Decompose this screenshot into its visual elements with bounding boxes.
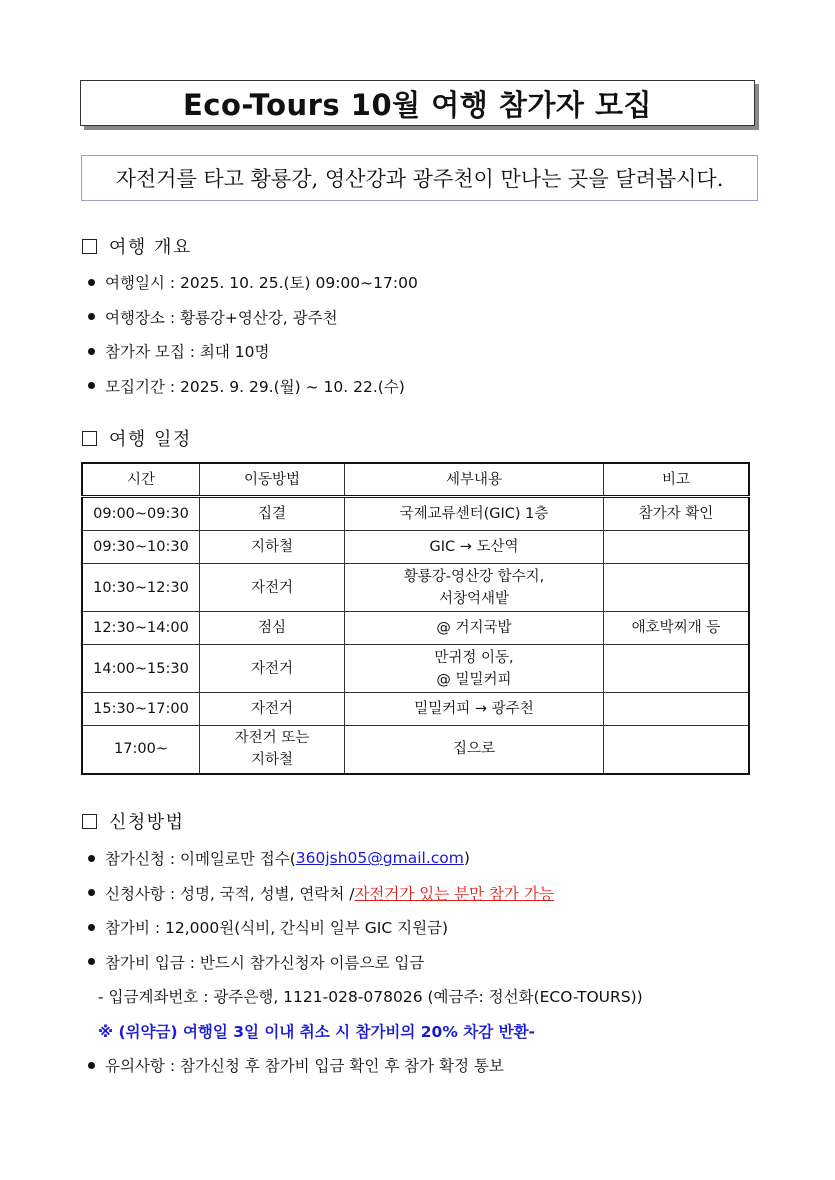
cell-move: 자전거	[200, 645, 345, 693]
list-item: 신청사항 : 성명, 국적, 성별, 연락처 / 자전거가 있는 분만 참가 가능	[88, 876, 788, 911]
cell-detail: 만귀정 이동, @ 밀밀커피	[345, 645, 604, 693]
checkbox-icon	[82, 431, 97, 446]
table-row	[82, 531, 749, 564]
cell-note: 애호박찌개 등	[604, 612, 750, 645]
application-list	[88, 841, 788, 1083]
cell-move: 점심	[200, 612, 345, 645]
checkbox-icon	[82, 239, 97, 254]
cell-note: 참가자 확인	[604, 497, 750, 531]
bullet-icon	[88, 279, 95, 286]
cell-move: 자전거	[200, 693, 345, 726]
page-title: Eco-Tours 10월 여행 참가자 모집	[80, 80, 755, 126]
checkbox-icon	[82, 814, 97, 829]
list-item: 유의사항 : 참가신청 후 참가비 입금 확인 후 참가 확정 통보	[88, 1048, 788, 1083]
table-row	[82, 497, 749, 531]
list-item: 참가비 입금 : 반드시 참가신청자 이름으로 입금	[88, 945, 788, 980]
section-schedule-heading	[82, 425, 192, 451]
cell-detail: GIC → 도산역	[345, 531, 604, 564]
table-row	[82, 693, 749, 726]
subtitle-banner: 자전거를 타고 황룡강, 영산강과 광주천이 만나는 곳을 달려봅시다.	[81, 155, 758, 201]
cell-note	[604, 726, 750, 774]
cell-move: 자전거 또는 지하철	[200, 726, 345, 774]
cell-detail: @ 거지국밥	[345, 612, 604, 645]
penalty-notice: ※ (위약금) 여행일 3일 이내 취소 시 참가비의 20% 차감 반환-	[98, 1022, 535, 1041]
table-row	[82, 564, 749, 612]
schedule-table	[81, 462, 750, 775]
list-item: 여행장소 : 황룡강+영산강, 광주천	[88, 300, 788, 335]
section-application-title: 신청방법	[109, 812, 185, 833]
bullet-icon	[88, 855, 95, 862]
table-row	[82, 612, 749, 645]
section-application-heading	[82, 808, 185, 834]
cell-detail: 집으로	[345, 726, 604, 774]
requirement-highlight: 자전거가 있는 분만 참가 가능	[354, 884, 554, 903]
cell-detail: 황룡강-영산강 합수지, 서창억새밭	[345, 564, 604, 612]
bullet-icon	[88, 1062, 95, 1069]
cell-move: 집결	[200, 497, 345, 531]
table-row	[82, 645, 749, 693]
column-header-note: 비고	[604, 463, 750, 497]
list-item: 참가비 : 12,000원(식비, 간식비 일부 GIC 지원금)	[88, 910, 788, 945]
overview-list	[88, 265, 788, 403]
cell-note	[604, 693, 750, 726]
cell-time: 14:00~15:30	[82, 645, 200, 693]
column-header-move: 이동방법	[200, 463, 345, 497]
table-header-row	[82, 463, 749, 497]
cell-note	[604, 645, 750, 693]
bullet-icon	[88, 382, 95, 389]
bullet-icon	[88, 348, 95, 355]
cell-time: 15:30~17:00	[82, 693, 200, 726]
list-item: 참가자 모집 : 최대 10명	[88, 334, 788, 369]
bullet-icon	[88, 313, 95, 320]
section-schedule-title: 여행 일정	[109, 429, 192, 450]
section-overview-heading	[82, 233, 192, 259]
account-line: - 입금계좌번호 : 광주은행, 1121-028-078026 (예금주: 정선화(ECO-TOURS))	[98, 988, 643, 1007]
column-header-time: 시간	[82, 463, 200, 497]
table-row	[82, 726, 749, 774]
list-item: 참가신청 : 이메일로만 접수( 360jsh05@gmail.com )	[88, 841, 788, 876]
cell-move: 지하철	[200, 531, 345, 564]
cell-time: 09:00~09:30	[82, 497, 200, 531]
bullet-icon	[88, 889, 95, 896]
bullet-icon	[88, 958, 95, 965]
cell-time: 17:00~	[82, 726, 200, 774]
list-item: 여행일시 : 2025. 10. 25.(토) 09:00~17:00	[88, 265, 788, 300]
bullet-icon	[88, 924, 95, 931]
cell-note	[604, 564, 750, 612]
list-item: 모집기간 : 2025. 9. 29.(월) ~ 10. 22.(수)	[88, 369, 788, 404]
cell-note	[604, 531, 750, 564]
column-header-detail: 세부내용	[345, 463, 604, 497]
cell-time: 12:30~14:00	[82, 612, 200, 645]
cell-time: 09:30~10:30	[82, 531, 200, 564]
cell-detail: 국제교류센터(GIC) 1층	[345, 497, 604, 531]
section-overview-title: 여행 개요	[109, 237, 192, 258]
cell-move: 자전거	[200, 564, 345, 612]
cell-detail: 밀밀커피 → 광주천	[345, 693, 604, 726]
cell-time: 10:30~12:30	[82, 564, 200, 612]
email-link[interactable]: 360jsh05@gmail.com	[295, 849, 464, 868]
